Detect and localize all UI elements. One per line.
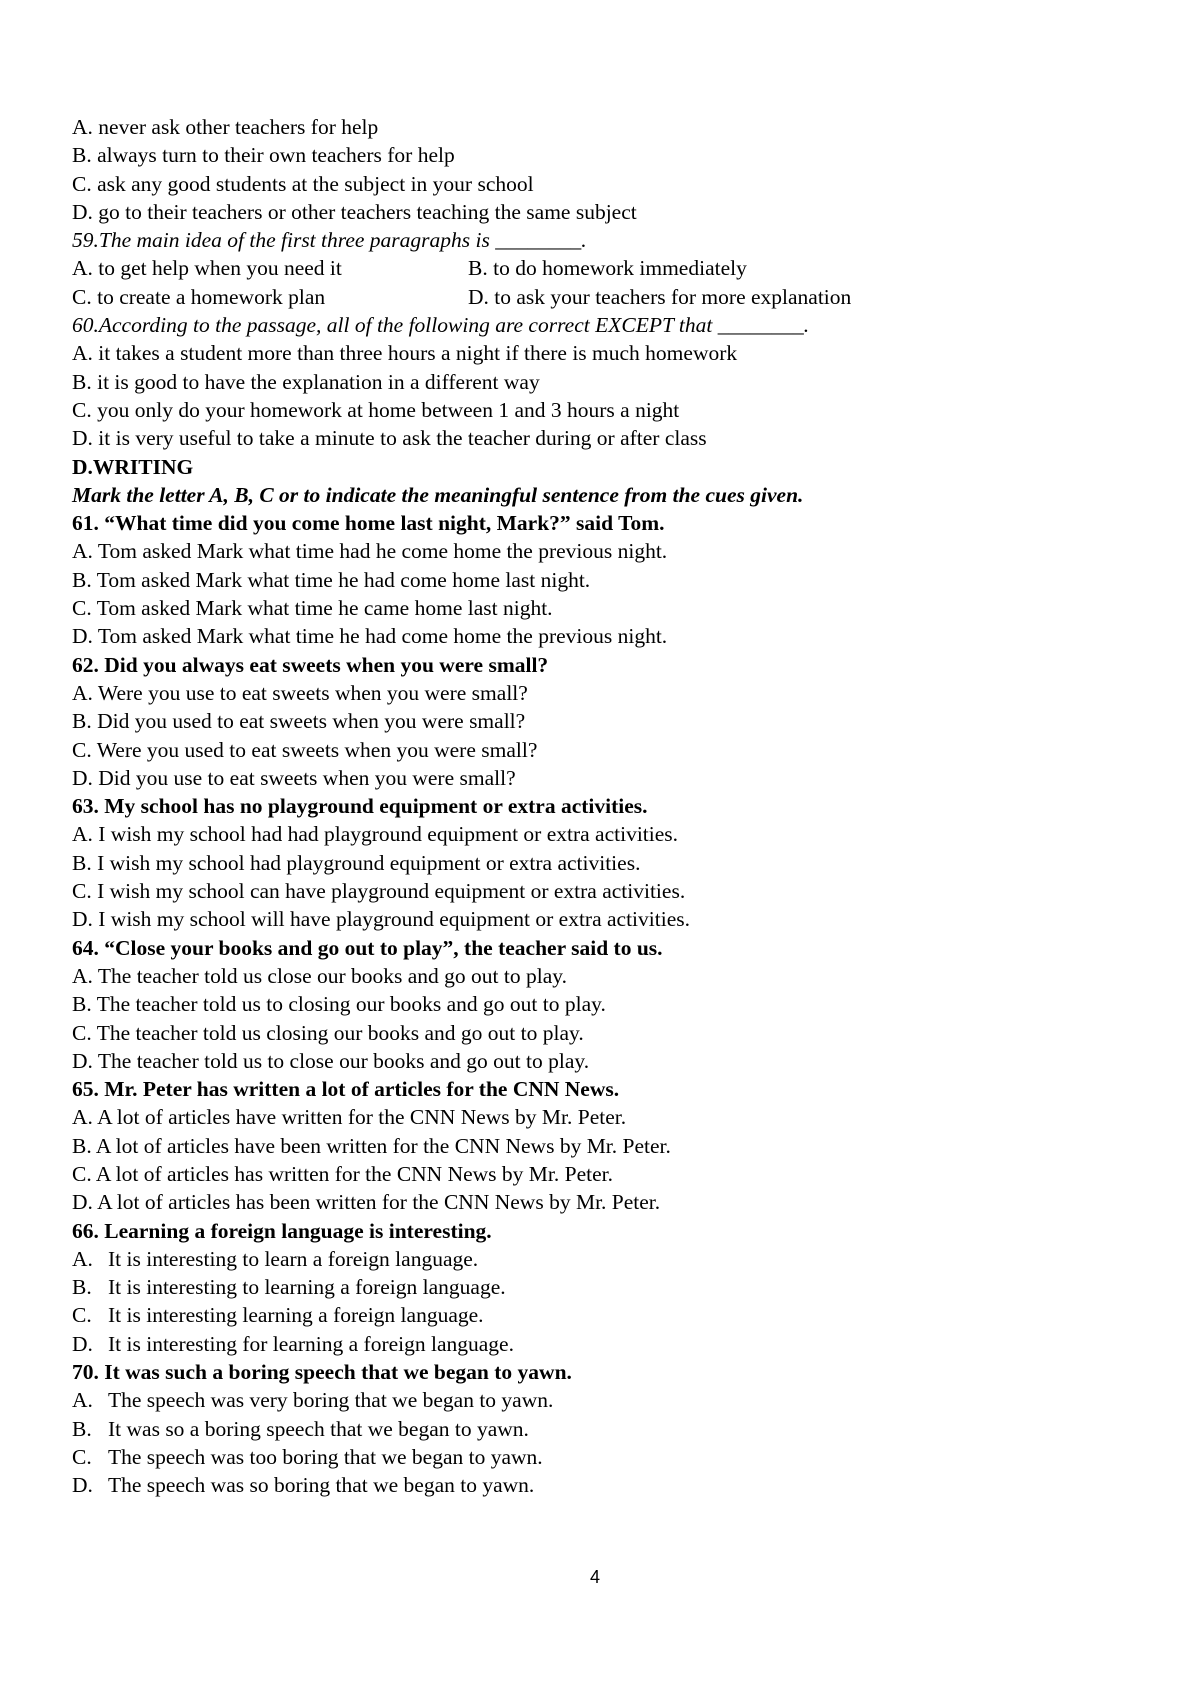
q64-option-b: B. The teacher told us to closing our books and go out to play. [72,992,606,1017]
q61-option-c: C. Tom asked Mark what time he came home last night. [72,596,553,621]
q59-options-row-1 [72,254,1132,282]
q63-option-d: D. I wish my school will have playground equipment or extra activities. [72,907,690,932]
q61-option-a: A. Tom asked Mark what time had he come home the previous night. [72,539,668,564]
q60-question: 60.According to the passage, all of the following are correct EXCEPT that ________. [72,313,810,338]
option-letter: B. [72,1275,92,1300]
q66-option-c [72,1301,1132,1329]
q63-option-c: C. I wish my school can have playground equipment or extra activities. [72,879,686,904]
q59-option-d: D. to ask your teachers for more explanation [468,284,852,309]
page-number: 4 [589,1567,600,1587]
q70-option-c [72,1443,1132,1471]
q62-prompt: 62. Did you always eat sweets when you were small? [72,652,549,677]
q58-option-c: C. ask any good students at the subject in your school [72,171,534,196]
q61-option-d: D. Tom asked Mark what time he had come home the previous night. [72,624,668,649]
q62-option-b: B. Did you used to eat sweets when you were small? [72,709,526,734]
q70-option-a [72,1386,1132,1414]
q66-option-a [72,1245,1132,1273]
q66-option-b [72,1273,1132,1301]
option-letter: B. [72,1416,92,1441]
section-heading: D.WRITING [72,454,194,479]
q66-option-d [72,1330,1132,1358]
option-text: It is interesting learning a foreign language. [108,1303,484,1328]
q70-prompt: 70. It was such a boring speech that we began to yawn. [72,1360,572,1385]
q65-option-c: C. A lot of articles has written for the CNN News by Mr. Peter. [72,1161,614,1186]
q62-option-d: D. Did you use to eat sweets when you were small? [72,765,516,790]
q58-option-b: B. always turn to their own teachers for help [72,143,455,168]
q64-option-c: C. The teacher told us closing our books and go out to play. [72,1020,584,1045]
q60-option-d: D. it is very useful to take a minute to ask the teacher during or after class [72,426,707,451]
q64-option-a: A. The teacher told us close our books and go out to play. [72,963,567,988]
q63-option-b: B. I wish my school had playground equipment or extra activities. [72,850,641,875]
q63-prompt: 63. My school has no playground equipment or extra activities. [72,794,648,819]
section-instruction: Mark the letter A, B, C or to indicate the meaningful sentence from the cues given. [72,482,804,507]
option-letter: A. [72,1246,93,1271]
q58-option-a: A. never ask other teachers for help [72,115,379,139]
worksheet-content [72,113,1132,1500]
q70-option-b [72,1415,1132,1443]
option-letter: C. [72,1444,92,1469]
q65-option-b: B. A lot of articles have been written for the CNN News by Mr. Peter. [72,1133,671,1158]
q65-option-a: A. A lot of articles have written for the CNN News by Mr. Peter. [72,1105,627,1130]
q60-option-b: B. it is good to have the explanation in a different way [72,369,540,394]
q59-option-a: A. to get help when you need it [72,256,342,281]
q59-option-b: B. to do homework immediately [468,256,747,281]
option-letter: A. [72,1388,93,1413]
option-letter: C. [72,1303,92,1328]
q60-option-a: A. it takes a student more than three hours a night if there is much homework [72,341,738,366]
q64-option-d: D. The teacher told us to close our books and go out to play. [72,1048,590,1073]
q70-option-d [72,1471,1132,1499]
option-text: The speech was so boring that we began to yawn. [108,1473,535,1498]
q65-option-d: D. A lot of articles has been written for the CNN News by Mr. Peter. [72,1190,661,1215]
q65-prompt: 65. Mr. Peter has written a lot of articles for the CNN News. [72,1077,620,1102]
option-text: The speech was too boring that we began to yawn. [108,1444,543,1469]
option-letter: D. [72,1473,93,1498]
q58-option-d: D. go to their teachers or other teachers teaching the same subject [72,199,637,224]
q59-option-c: C. to create a homework plan [72,284,326,309]
q59-question: 59.The main idea of the first three paragraphs is ________. [72,228,587,253]
q63-option-a: A. I wish my school had had playground equipment or extra activities. [72,822,679,847]
q64-prompt: 64. “Close your books and go out to play”, the teacher said to us. [72,935,663,960]
q62-option-a: A. Were you use to eat sweets when you were small? [72,680,528,705]
q61-option-b: B. Tom asked Mark what time he had come home last night. [72,567,591,592]
q61-prompt: 61. “What time did you come home last night, Mark?” said Tom. [72,511,665,536]
option-text: It is interesting for learning a foreign language. [108,1331,514,1356]
option-text: It is interesting to learn a foreign language. [108,1246,479,1271]
q62-option-c: C. Were you used to eat sweets when you were small? [72,737,538,762]
option-text: It is interesting to learning a foreign language. [108,1275,506,1300]
option-text: The speech was very boring that we began to yawn. [108,1388,554,1413]
option-text: It was so a boring speech that we began to yawn. [108,1416,529,1441]
q60-option-c: C. you only do your homework at home between 1 and 3 hours a night [72,397,680,422]
q59-options-row-2 [72,283,1132,311]
q66-prompt: 66. Learning a foreign language is interesting. [72,1218,492,1243]
option-letter: D. [72,1331,93,1356]
